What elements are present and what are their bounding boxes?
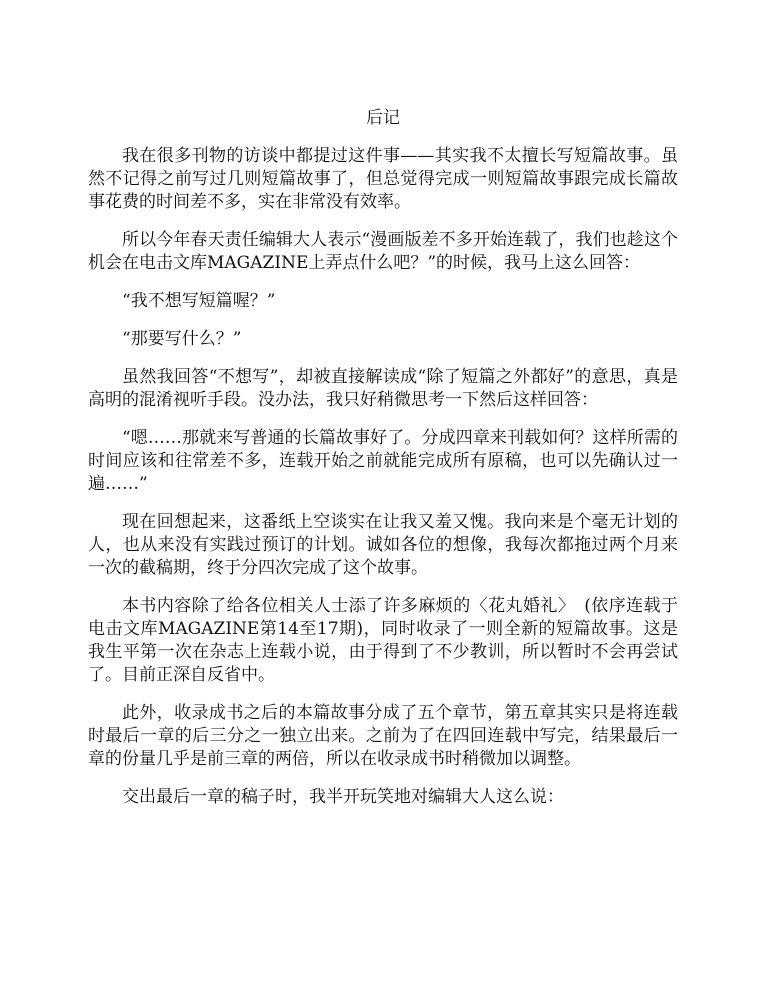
paragraph: 此外，收录成书之后的本篇故事分成了五个章节，第五章其实只是将连载时最后一章的后三分之一独立出来。之前为了在四回连载中写完，结果最后一章的份量几乎是前三章的两倍，所以在收录成书时稍微加以调整。 bbox=[88, 703, 678, 769]
paragraph: 我在很多刊物的访谈中都提过这件事——其实我不太擅长写短篇故事。虽然不记得之前写过几则短篇故事了，但总觉得完成一则短篇故事跟完成长篇故事花费的时间差不多，实在非常没有效率。 bbox=[88, 146, 678, 212]
paragraph: 所以今年春天责任编辑大人表示“漫画版差不多开始连载了，我们也趁这个机会在电击文库MAGAZINE上弄点什么吧？”的时候，我马上这么回答： bbox=[88, 230, 678, 273]
paragraph: 现在回想起来，这番纸上空谈实在让我又羞又愧。我向来是个毫无计划的人，也从来没有实践过预订的计划。诚如各位的想像，我每次都拖过两个月来一次的截稿期，终于分四次完成了这个故事。 bbox=[88, 512, 678, 578]
document-page bbox=[88, 105, 678, 824]
page-title: 后记 bbox=[366, 108, 400, 128]
paragraph: 虽然我回答“不想写”，却被直接解读成“除了短篇之外都好”的意思，真是高明的混淆视听手段。没办法，我只好稍微思考一下然后这样回答： bbox=[88, 367, 678, 410]
paragraph: 交出最后一章的稿子时，我半开玩笑地对编辑大人这么说： bbox=[122, 787, 564, 807]
paragraph: “我不想写短篇喔？” bbox=[122, 291, 276, 311]
paragraph: “嗯……那就来写普通的长篇故事好了。分成四章来刊载如何？这样所需的时间应该和往常差不多，连载开始之前就能完成所有原稿，也可以先确认过一遍……” bbox=[88, 428, 678, 494]
paragraph: “那要写什么？” bbox=[122, 329, 242, 349]
paragraph: 本书内容除了给各位相关人士添了许多麻烦的〈花丸婚礼〉 (依序连载于电击文库MAGAZINE第14至17期)，同时收录了一则全新的短篇故事。这是我生平第一次在杂志上连载小说，由于得到了不少教训，所以暂时不会再尝试了。目前正深自反省中。 bbox=[88, 596, 678, 685]
